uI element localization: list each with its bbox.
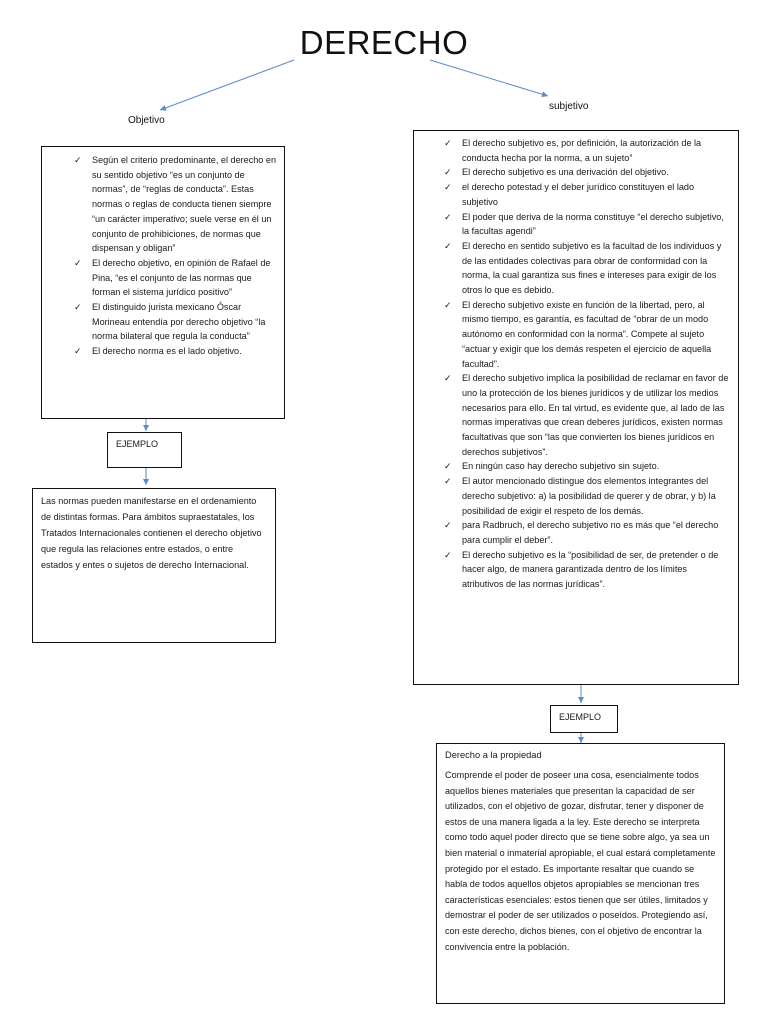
list-item: ✓ El derecho objetivo, en opinión de Rafael de Pina, “es el conjunto de las normas que forman el sistema jurídico positivo” xyxy=(74,257,271,298)
list-item: ✓ El derecho subjetivo es la “posibilidad de ser, de pretender o de hacer algo, de manera garantizada dentro de los límites atributivos de las normas jurídicas”. xyxy=(444,549,719,590)
list-item: ✓ El derecho en sentido subjetivo es la facultad de los individuos y de las entidades colectivas para obrar de conformidad con la norma, la cual garantiza sus fines e intereses para exigir de los otros lo que es debido. xyxy=(444,240,722,296)
subjetivo-ejemplo-text-box xyxy=(436,743,725,1004)
list-item: ✓ En ningún caso hay derecho subjetivo sin sujeto. xyxy=(440,459,730,474)
list-item: ✓ el derecho potestad y el deber jurídico constituyen el lado subjetivo xyxy=(444,182,695,207)
objetivo-list xyxy=(70,153,278,359)
objetivo-ejemplo-text: Las normas pueden manifestarse en el ordenamiento de distintas formas. Para ámbitos supraestatales, los Tratados Internacionales contienen el derecho objetivo que regula las relaciones entre estados, o entre estados y entes o sujetos de derecho Internacional. xyxy=(41,496,262,570)
list-item: ✓ El derecho subjetivo existe en función de la libertad, pero, al mismo tiempo, es garantía, es facultad de “obrar de un modo autónomo en conformidad con la norma”. Compete al sujeto “actuar y exigir que los demás respeten el ejercicio de aquella facultad”. xyxy=(444,299,712,369)
list-item: ✓ El poder que deriva de la norma constituye “el derecho subjetivo, la facultas agendi” xyxy=(444,211,724,237)
checkmark-icon: ✓ xyxy=(444,240,452,251)
checkmark-icon: ✓ xyxy=(444,520,452,531)
checkmark-icon: ✓ xyxy=(444,373,452,384)
objetivo-ejemplo-box: EJEMPLO xyxy=(107,432,182,468)
checkmark-icon: ✓ xyxy=(74,346,82,357)
list-item: ✓ El autor mencionado distingue dos elementos integrantes del derecho subjetivo: a) la posibilidad de querer y de obrar, y b) la posibilidad de exigir el respeto de los demás. xyxy=(444,476,716,516)
subjetivo-ejemplo-text: Comprende el poder de poseer una cosa, esencialmente todos aquellos bienes materiales que presentan la capacidad de ser utilizados, con el objetivo de gozar, disfrutar, tener y disponer de estos de una manera ligada a la ley. Este derecho se interpreta como todo aquel poder directo que se tiene sobre algo, ya sea un bien material o inmaterial apropiable, el cual estará completamente protegido por el estado. Es importante resaltar que cuando se habla de todos aquellos objetos apropiables se mencionan tres características esenciales: estos tienen que ser útiles, limitados y demostrar el poder de ser utilizados o poseídos. Protegiendo así, con este derecho, dichos bienes, con el objetivo de encontrar la convivencia entre la población. xyxy=(445,770,716,952)
objetivo-ejemplo-text-box xyxy=(32,488,276,643)
checkmark-icon: ✓ xyxy=(74,302,82,313)
list-item: ✓ El derecho subjetivo es una derivación del objetivo. xyxy=(440,165,730,180)
checkmark-icon: ✓ xyxy=(444,299,452,310)
checkmark-icon: ✓ xyxy=(444,182,452,193)
checkmark-icon: ✓ xyxy=(444,211,452,222)
checkmark-icon: ✓ xyxy=(444,461,452,472)
subjetivo-definitions-box xyxy=(413,130,739,685)
checkmark-icon: ✓ xyxy=(444,549,452,560)
checkmark-icon: ✓ xyxy=(74,155,82,165)
checkmark-icon: ✓ xyxy=(444,476,452,487)
objetivo-definitions-box xyxy=(41,146,285,419)
list-item: ✓ para Radbruch, el derecho subjetivo no es más que “el derecho para cumplir el deber”. xyxy=(444,520,719,545)
checkmark-icon: ✓ xyxy=(74,257,82,268)
checkmark-icon: ✓ xyxy=(444,167,452,178)
arrow-to-objetivo xyxy=(160,60,294,110)
list-item: ✓ Según el criterio predominante, el derecho en su sentido objetivo “es un conjunto de normas”, de “reglas de conducta”. Estas normas o reglas de conducta tienen siempre “un carácter imperativo; suele verse en él un conjunto de prohibiciones, de normas que dispensan y obligan” xyxy=(74,155,277,254)
list-item: ✓ El derecho subjetivo es, por definición, la autorización de la conducta hecha por la norma, a un sujeto” xyxy=(444,138,702,163)
ejemplo-subtitle: Derecho a la propiedad xyxy=(445,750,542,760)
list-item: ✓ El derecho norma es el lado objetivo. xyxy=(70,344,278,359)
arrow-to-subjetivo xyxy=(430,60,548,96)
list-item: ✓ El distinguido jurista mexicano Óscar Morineau entendía por derecho objetivo “la norma bilateral que regula la conducta” xyxy=(74,302,266,342)
subjetivo-list xyxy=(440,136,730,592)
objetivo-label: Objetivo xyxy=(128,115,165,126)
page-title: DERECHO xyxy=(299,24,469,61)
list-item: ✓ El derecho subjetivo implica la posibilidad de reclamar en favor de uno la protección de los bienes jurídicos y de utilizar los medios necesarios para ello. En tal virtud, es evidente que, al lado de las normas imperativas que crean deberes jurídicos, existen normas facultativas que son “las que convierten los bienes jurídicos en derechos subjetivos”. xyxy=(444,373,729,457)
subjetivo-label: subjetivo xyxy=(549,101,589,112)
checkmark-icon: ✓ xyxy=(444,138,452,148)
subjetivo-ejemplo-box: EJEMPLO xyxy=(550,705,618,733)
